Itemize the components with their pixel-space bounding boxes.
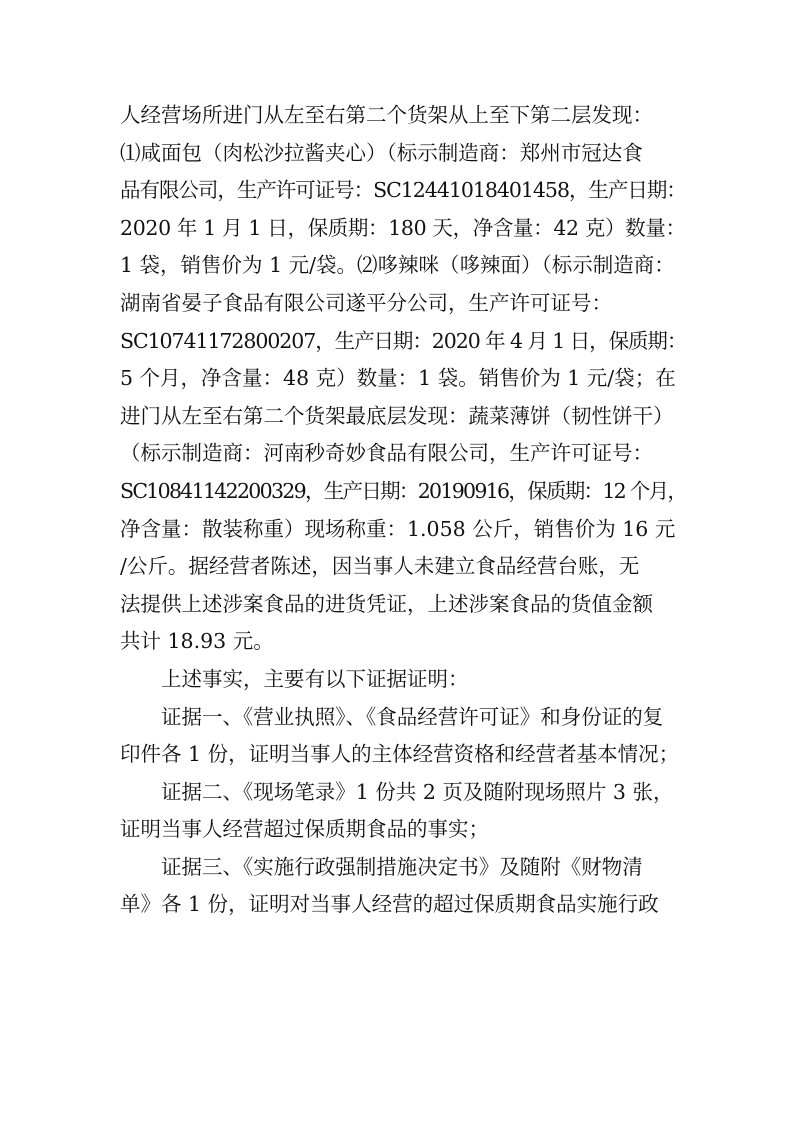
evidence-item-2-line: 证据二、《现场笔录》1 份共 2 页及随附现场照片 3 张， — [161, 779, 674, 804]
text-line: SC10741172800207，生产日期：2020 年 4 月 1 日，保质期： — [120, 328, 687, 353]
evidence-item-1-line: 印件各 1 份，证明当事人的主体经营资格和经营者基本情况； — [120, 742, 680, 767]
text-line: 2020 年 1 月 1 日，保质期：180 天，净含量：42 克）数量： — [120, 215, 686, 240]
evidence-item-3-line: 证据三、《实施行政强制措施决定书》及随附《财物清 — [161, 854, 643, 879]
text-line: 净含量：散装称重）现场称重：1.058 公斤，销售价为 16 元 — [120, 516, 676, 541]
text-line: 1 袋，销售价为 1 元/袋。⑵哆辣咪（哆辣面）（标示制造商： — [120, 253, 675, 278]
paragraph-heading: 上述事实，主要有以下证据证明： — [161, 666, 469, 691]
text-line: /公斤。据经营者陈述，因当事人未建立食品经营台账，无 — [120, 554, 640, 579]
text-line: 进门从左至右第二个货架最底层发现：蔬菜薄饼（韧性饼干） — [120, 403, 674, 428]
text-line: 湖南省晏子食品有限公司遂平分公司，生产许可证号： — [120, 290, 612, 315]
text-line: 人经营场所进门从左至右第二个货架从上至下第二层发现： — [120, 103, 653, 127]
text-line: 5 个月，净含量：48 克）数量：1 袋。销售价为 1 元/袋；在 — [120, 366, 676, 391]
text-line: ⑴咸面包（肉松沙拉酱夹心）（标示制造商：郑州市冠达食 — [120, 140, 643, 165]
evidence-item-3-line: 单》各 1 份，证明对当事人经营的超过保质期食品实施行政 — [120, 892, 659, 917]
text-line: 共计 18.93 元。 — [120, 629, 274, 654]
text-line: （标示制造商：河南秒奇妙食品有限公司，生产许可证号： — [120, 441, 653, 466]
evidence-item-1-line: 证据一、《营业执照》、《食品经营许可证》和身份证的复 — [161, 704, 664, 729]
text-line: SC10841142200329，生产日期：20190916，保质期：12 个月， — [120, 478, 687, 503]
document-body — [120, 97, 686, 924]
evidence-item-2-line: 证明当事人经营超过保质期食品的事实； — [120, 817, 489, 842]
text-line: 品有限公司，生产许可证号：SC12441018401458，生产日期： — [120, 178, 686, 203]
text-line: 法提供上述涉案食品的进货凭证，上述涉案食品的货值金额 — [120, 591, 653, 616]
